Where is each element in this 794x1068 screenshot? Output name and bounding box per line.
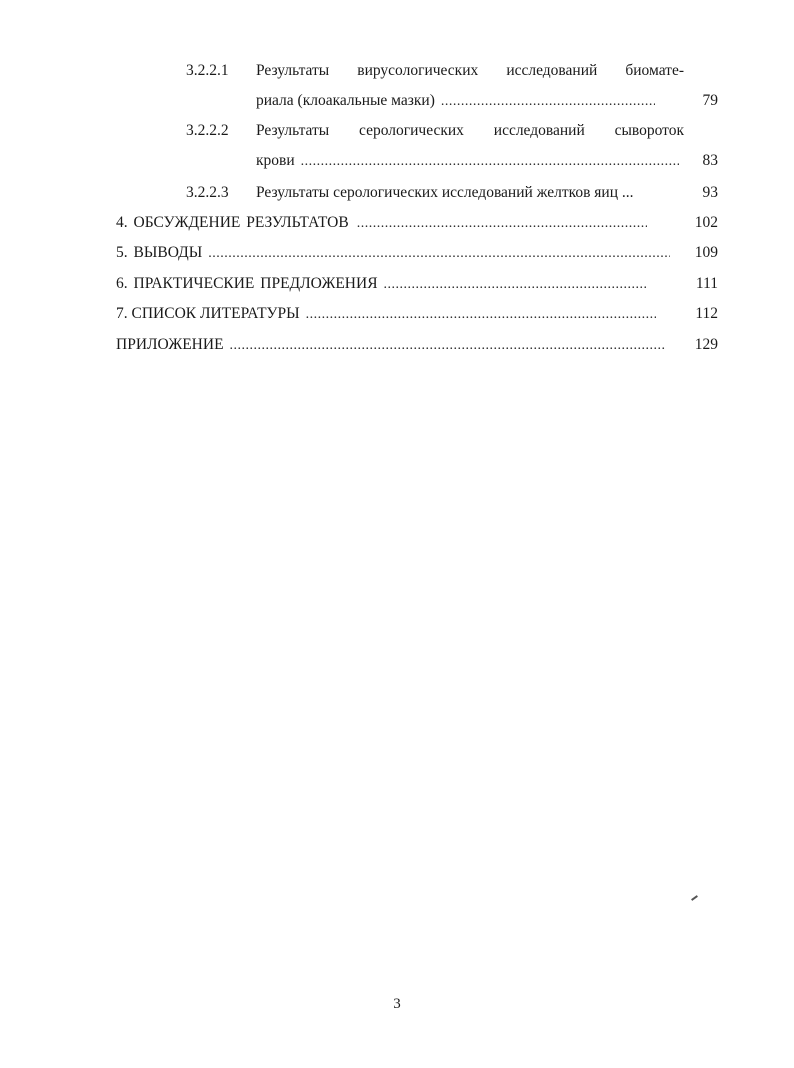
toc-entry-title: Результаты серологических исследований желтков яиц ... (256, 184, 634, 201)
toc-entry-number: 3.2.2.2 (186, 122, 229, 139)
toc-entry-6 (116, 273, 718, 295)
toc-leader-dots (306, 304, 656, 326)
toc-entry-title: 7. СПИСОК ЛИТЕРАТУРЫ (116, 305, 300, 322)
toc-entry-3-2-2-1-line2 (256, 90, 718, 112)
toc-leader-dots (301, 151, 679, 173)
toc-entry-3-2-2-1-line1 (186, 60, 686, 82)
toc-entry-page: 111 (695, 275, 718, 292)
page-number: 3 (393, 996, 401, 1012)
toc-entry-title-continued: риала (клоакальные мазки) (256, 92, 435, 109)
toc-leader-dots (384, 274, 646, 296)
toc-entry-number: 3.2.2.3 (186, 184, 229, 201)
toc-leader-dots (357, 213, 647, 235)
scan-speck (691, 895, 698, 901)
toc-entry-title: Результаты серологических исследований сывороток (256, 122, 684, 139)
toc-leader-dots (230, 335, 666, 357)
toc-entry-page: 129 (694, 336, 718, 353)
toc-entry-page: 83 (702, 152, 718, 169)
toc-entry-4 (116, 212, 718, 234)
toc-entry-title: 6. ПРАКТИЧЕСКИЕ ПРЕДЛОЖЕНИЯ (116, 275, 378, 292)
toc-entry-3-2-2-2-line2 (256, 150, 718, 172)
toc-entry-page: 93 (702, 184, 718, 201)
toc-entry-3-2-2-2-line1 (186, 120, 686, 142)
toc-entry-3-2-2-3 (186, 182, 718, 204)
toc-leader-dots (208, 243, 670, 265)
toc-leader-dots (441, 91, 655, 113)
toc-entry-title: 4. ОБСУЖДЕНИЕ РЕЗУЛЬТАТОВ (116, 214, 349, 231)
toc-entry-title: 5. ВЫВОДЫ (116, 244, 203, 261)
toc-entry-title: ПРИЛОЖЕНИЕ (116, 336, 224, 353)
toc-entry-title-continued: крови (256, 152, 295, 169)
toc-entry-page: 112 (695, 305, 718, 322)
toc-entry-number: 3.2.2.1 (186, 62, 229, 79)
toc-entry-appendix (116, 334, 718, 356)
toc-entry-page: 79 (702, 92, 718, 109)
toc-entry-page: 109 (694, 244, 718, 261)
toc-entry-5 (116, 242, 718, 264)
toc-entry-7 (116, 303, 718, 325)
toc-entry-title: Результаты вирусологических исследований биомате- (256, 62, 684, 79)
toc-entry-page: 102 (694, 214, 718, 231)
